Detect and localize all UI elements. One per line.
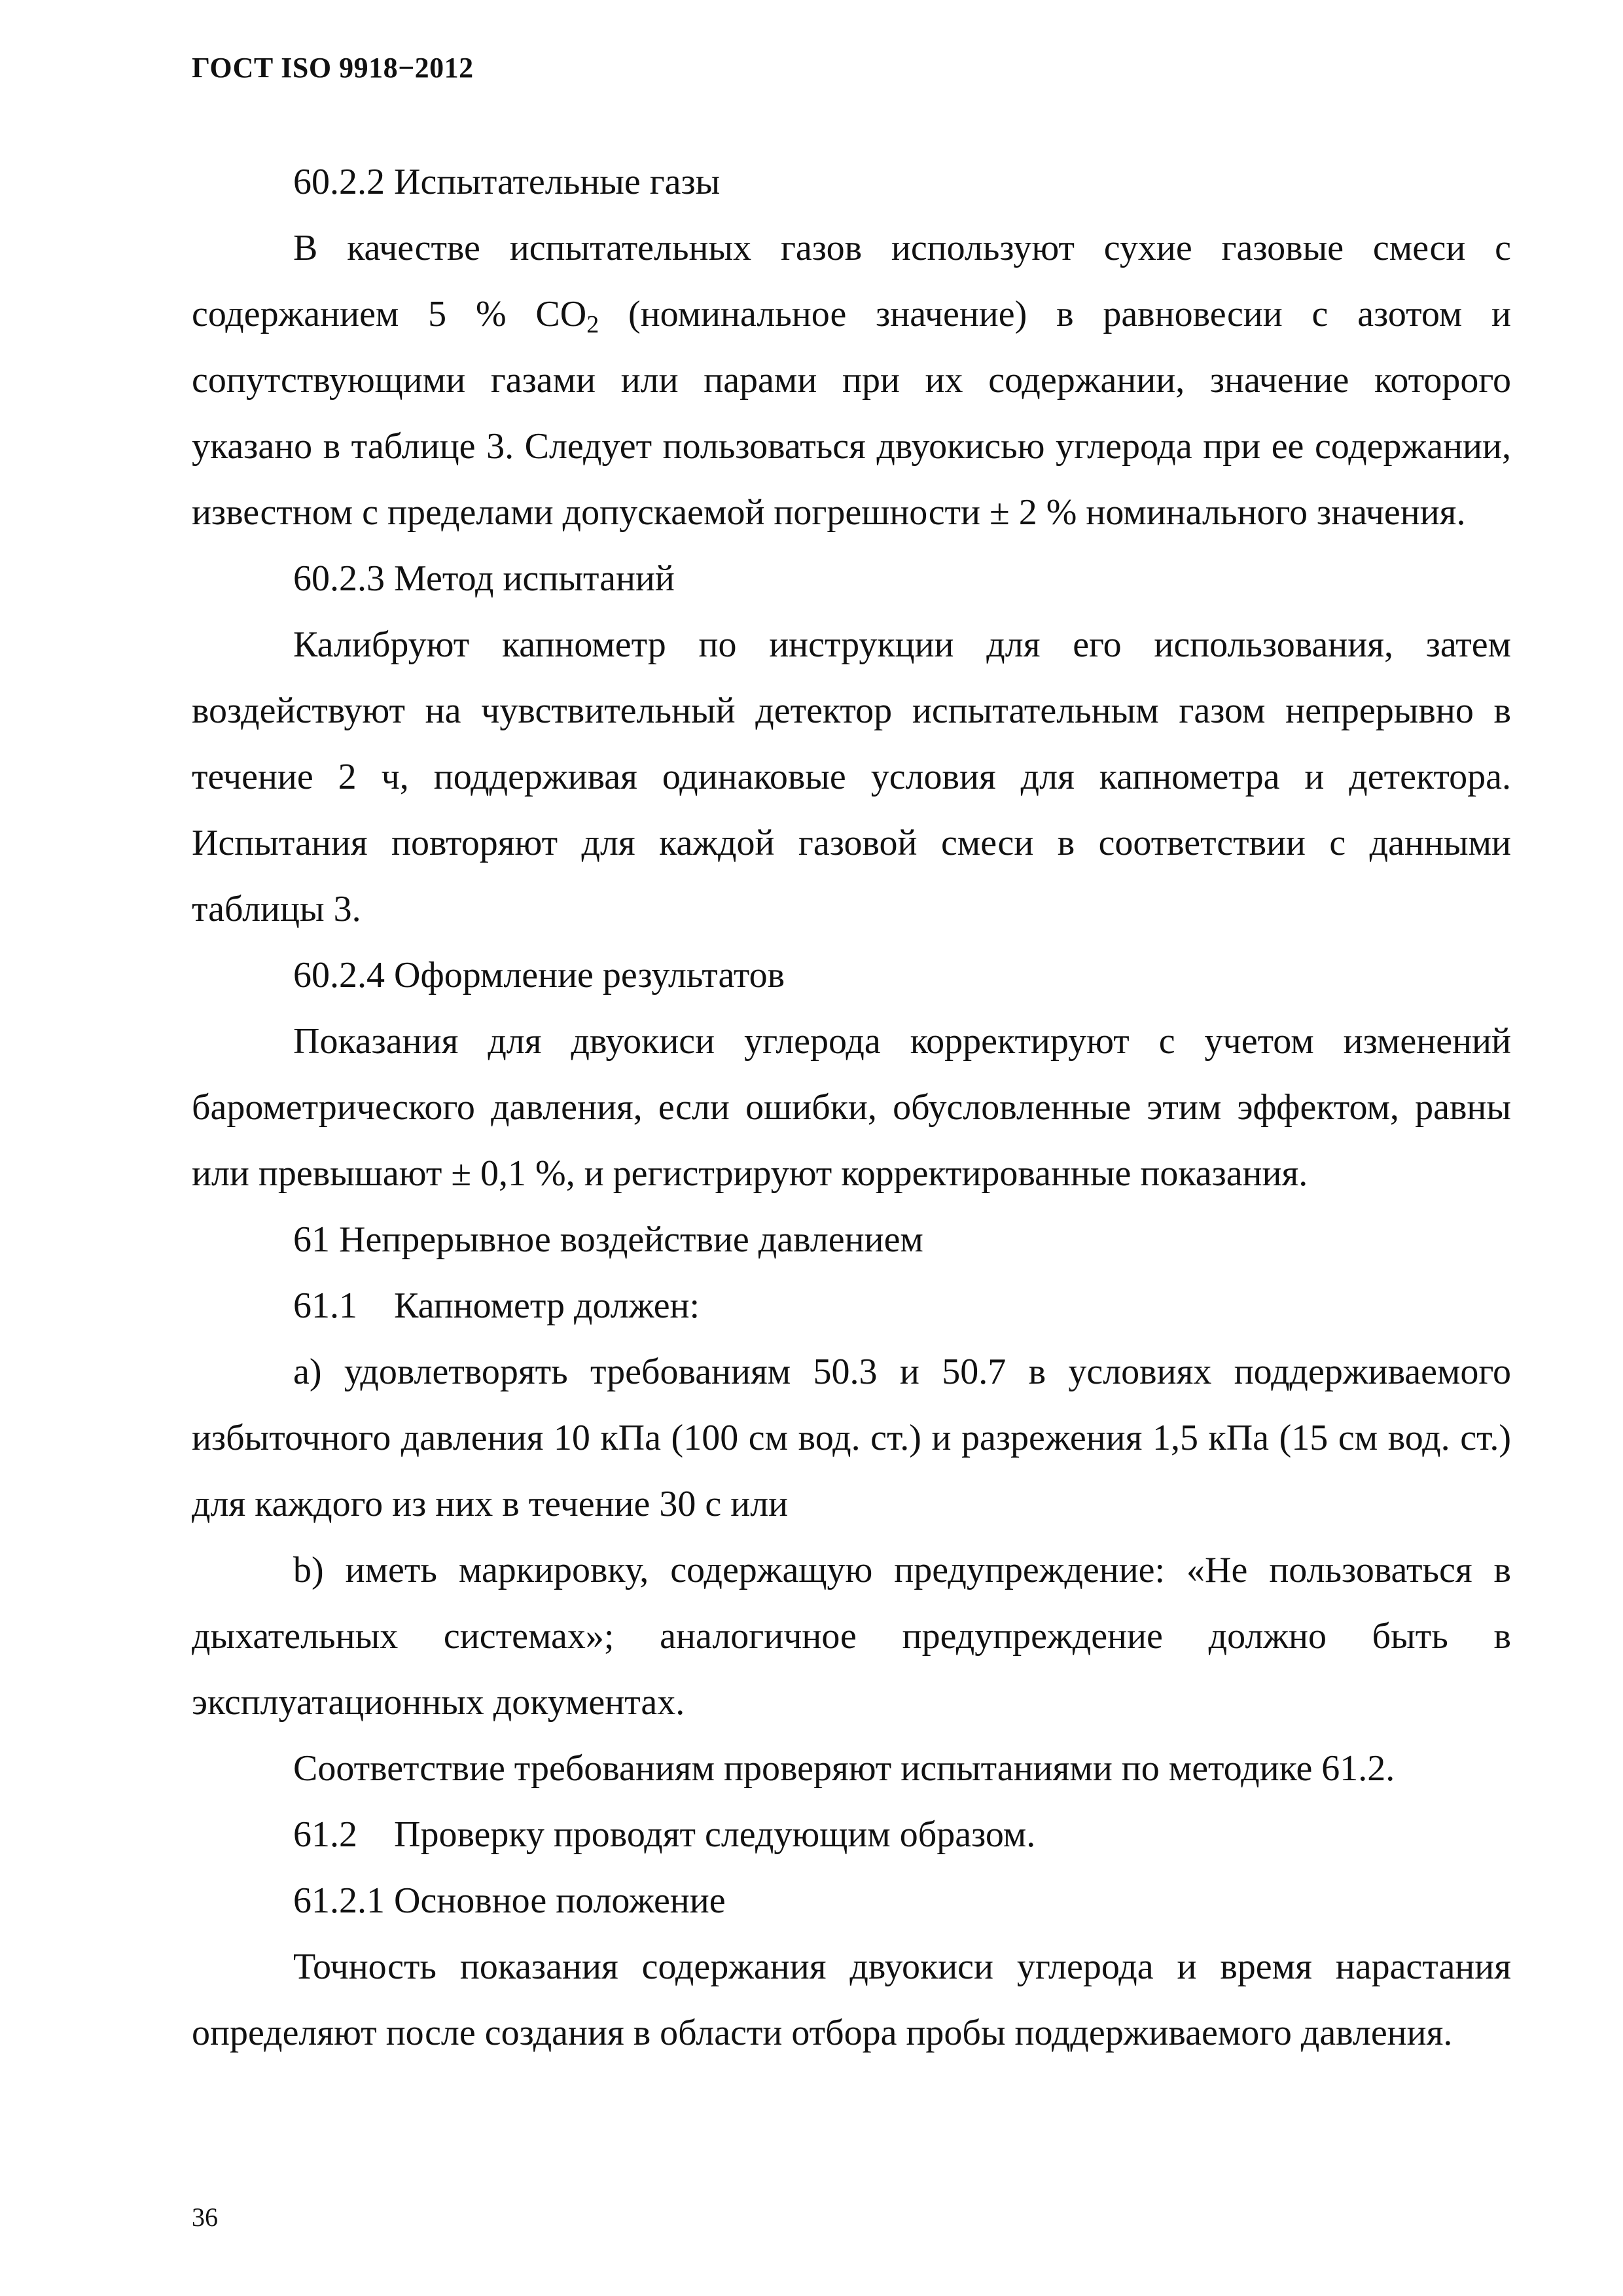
section-60-2-2-heading: 60.2.2 Испытательные газы [293,162,721,202]
page-number: 36 [192,2202,218,2232]
section-61-2-1-text: Точность показания содержания двуокиси углерода и время нарастания определяют после создания в области отбора пробы поддерживаемого давления. [192,1946,1511,2053]
section-61-1: 61.1 Капнометр должен: [293,1285,700,1326]
section-60-2-2-text-part2: (номинальное значение) в равновесии с азотом и сопутствующими газами или парами при их содержании, значение которого указано в таблице 3. Следует пользоваться двуокисью углерода при ее содержании, известном с пределами допускаемой погрешности ± 2 % номинального значения. [192,294,1511,533]
section-61-2-1-heading: 61.2.1 Основное положение [293,1880,726,1921]
page-content [192,149,1511,2066]
section-60-2-2-text-part1: В качестве испытательных газов используют сухие газовые смеси с содержанием 5 % СО [192,228,1511,334]
section-60-2-3-text: Калибруют капнометр по инструкции для его использования, затем воздействуют на чувствительный детектор испытательным газом непрерывно в течение 2 ч, поддерживая одинаковые условия для капнометра и детектора. Испытания повторяют для каждой газовой смеси в соответствии с данными таблицы 3. [192,624,1511,929]
section-60-2-2-text [192,215,1511,546]
co2-subscript: 2 [586,311,599,338]
section-61-heading: 61 Непрерывное воздействие давлением [293,1219,923,1260]
section-60-2-4-text: Показания для двуокиси углерода корректируют с учетом изменений барометрического давления, если ошибки, обусловленные этим эффектом, равны или превышают ± 0,1 %, и регистрируют корректированные показания. [192,1021,1511,1194]
compliance-text: Соответствие требованиям проверяют испытаниями по методике 61.2. [293,1748,1395,1789]
section-61-1-item-b: b) иметь маркировку, содержащую предупреждение: «Не пользоваться в дыхательных системах»; аналогичное предупреждение должно быть в эксплуатационных документах. [192,1550,1511,1723]
section-61-1-item-a: а) удовлетворять требованиям 50.3 и 50.7 в условиях поддерживаемого избыточного давления 10 кПа (100 см вод. ст.) и разрежения 1,5 кПа (15 см вод. ст.) для каждого из них в течение 30 с или [192,1352,1511,1524]
document-header: ГОСТ ISO 9918−2012 [192,52,474,84]
section-61-2: 61.2 Проверку проводят следующим образом. [293,1814,1036,1855]
section-60-2-4-heading: 60.2.4 Оформление результатов [293,955,785,996]
section-60-2-3-heading: 60.2.3 Метод испытаний [293,558,675,599]
